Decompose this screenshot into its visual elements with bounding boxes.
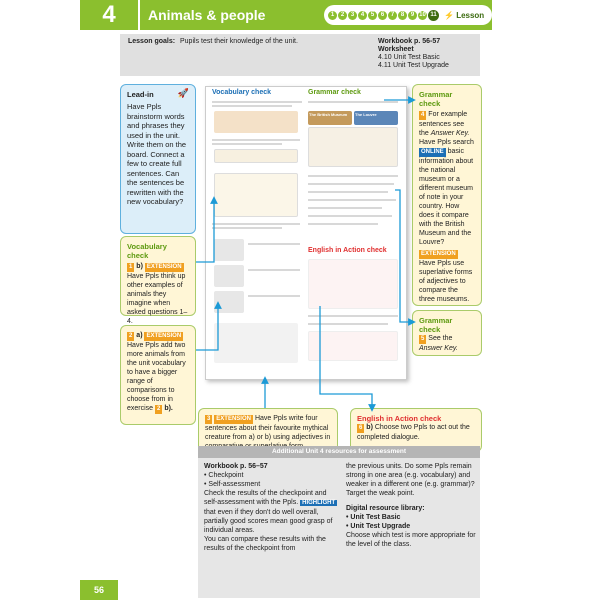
- thumb-text-line: [308, 101, 398, 103]
- eia-check-title: English in Action check: [357, 414, 442, 423]
- online-tag: ONLINE: [421, 149, 444, 155]
- thumb-text-line: [308, 223, 378, 225]
- exercise-number: 2: [129, 333, 133, 339]
- lesson-dot-current: 11: [428, 10, 439, 21]
- unit-header: [0, 0, 600, 30]
- leadin-title: Lead-in: [127, 90, 154, 99]
- digital-library-title: Digital resource library:: [346, 505, 425, 512]
- british-museum-image: The British Museum: [308, 111, 352, 125]
- lesson-goals: [120, 34, 480, 76]
- thumb-text-line: [212, 143, 282, 145]
- griffin-image: [214, 265, 244, 287]
- thumb-text-line: [308, 315, 398, 317]
- dialogue-box: [308, 331, 398, 361]
- assessment-resources: [198, 446, 480, 598]
- goals-worksheet-1: 4.10 Unit Test Basic: [378, 54, 440, 61]
- lesson-dot: 4: [358, 11, 367, 20]
- thumb-text-line: [248, 243, 300, 245]
- lesson-dot: 8: [398, 11, 407, 20]
- resources-paragraph: Check the results of the checkpoint and self-assessment with the Ppls. HIGHLIGHT that even if they don't do well overall, partially good scores mean good grasp of individual areas.: [204, 490, 336, 534]
- resources-header: Additional Unit 4 resources for assessment: [198, 446, 480, 458]
- thumb-text-line: [308, 323, 388, 325]
- exercise-ref-number: 2: [157, 406, 161, 412]
- lesson-dot: 7: [388, 11, 397, 20]
- page-number: 56: [80, 580, 118, 600]
- grammar-check-1-box: [412, 84, 482, 306]
- thumb-vocab-title: Vocabulary check: [212, 89, 272, 96]
- lesson-dot: 1: [328, 11, 337, 20]
- resources-workbook: Workbook p. 56–57: [204, 463, 268, 470]
- resources-paragraph: the previous units. Do some Ppls remain strong in one area (e.g. vocabulary) and weaker in a different one (e.g. grammar)? Target the weak point.: [346, 463, 475, 497]
- goals-worksheet-2: 4.11 Unit Test Upgrade: [378, 62, 449, 69]
- leadin-text: Have Ppls brainstorm words and phrases they used in the unit. Write them on the board. Connect a few to create full sentences. Can the sentences be rewritten with the new vocabulary?: [127, 102, 187, 206]
- thumb-eia-title: English in Action check: [308, 247, 387, 254]
- lesson-dot: 9: [408, 11, 417, 20]
- thumb-text-line: [308, 199, 396, 201]
- sphinx-image: [214, 239, 244, 261]
- lesson-dot: 3: [348, 11, 357, 20]
- leadin-box: [120, 84, 196, 234]
- student-book-page-thumbnail: [205, 86, 407, 380]
- exercise-number: 1: [129, 264, 133, 270]
- thumb-text-line: [308, 215, 392, 217]
- extension-tag: EXTENSION: [146, 333, 182, 339]
- dialogue-box: [308, 259, 398, 309]
- grammar-check-title: Grammar check: [419, 90, 453, 108]
- resources-bullet: • Self-assessment: [204, 481, 261, 488]
- grammar-check-2-text: 5 See the Answer Key.: [419, 335, 458, 352]
- thumb-text-line: [212, 139, 300, 141]
- lesson-dot: 2: [338, 11, 347, 20]
- vocab-check-2-text: Have Ppls add two more animals from the unit vocabulary to have a bigger range of comparisons to choose from in exercise 2 b).: [127, 342, 186, 412]
- thumb-text-line: [212, 227, 282, 229]
- lesson-dot: 5: [368, 11, 377, 20]
- grammar-check-1-text: 4 For example sentences see the Answer Key. Have Ppls search ONLINE basic information about the national museum or a different museum of note in your country. How does it compare with the British Museum and the Louvre?: [419, 111, 474, 246]
- pegasus-image: [214, 323, 298, 363]
- resources-bullet: • Checkpoint: [204, 472, 244, 479]
- unit-title: Animals & people: [148, 7, 266, 23]
- thumb-text-line: [212, 101, 302, 103]
- thumb-text-line: [308, 191, 388, 193]
- goals-workbook: Workbook p. 56-57: [378, 38, 441, 45]
- extension-tag: EXTENSION: [421, 251, 456, 257]
- thumb-text-line: [248, 269, 300, 271]
- museum-facts-table: [308, 127, 398, 167]
- resources-right-column: [346, 462, 476, 549]
- thumb-grammar-title: Grammar check: [308, 89, 361, 96]
- thumb-text-line: [308, 207, 382, 209]
- vocab-check-1-box: [120, 236, 196, 325]
- thumb-text-line: [308, 175, 398, 177]
- grammar-check-title: Grammar check: [419, 316, 453, 334]
- thumb-exercise-box: [214, 149, 298, 163]
- unit-number: 4: [80, 0, 138, 30]
- goals-text: Pupils test their knowledge of the unit.: [180, 38, 298, 45]
- thumb-text-line: [248, 295, 300, 297]
- mermaid-image: [214, 291, 244, 313]
- vocab-check-2-box: [120, 325, 196, 425]
- exercise-part: a): [136, 332, 143, 339]
- digital-resource-item: • Unit Test Upgrade: [346, 523, 411, 530]
- lesson-dot: 10: [419, 12, 426, 18]
- goals-label: Lesson goals:: [128, 38, 176, 45]
- lesson-tracker: [324, 5, 492, 25]
- louvre-image: The Louvre: [354, 111, 398, 125]
- grammar-check-1-extension-text: Have Ppls use superlative forms of adjectives to compare the three museums.: [419, 260, 473, 303]
- extension-tag: EXTENSION: [146, 264, 182, 270]
- rocket-icon: 🚀: [177, 88, 189, 98]
- digital-resource-item: • Unit Test Basic: [346, 514, 401, 521]
- resources-paragraph: Choose which test is more appropriate for the level of the class.: [346, 532, 476, 548]
- vocab-check-1-text: Have Ppls think up other examples of animals they imagine when asked questions 1–4.: [127, 273, 188, 325]
- resources-paragraph: You can compare these results with the results of the checkpoint from: [204, 536, 326, 552]
- goals-worksheet: Worksheet: [378, 46, 414, 53]
- thumb-text-line: [308, 183, 394, 185]
- extension-3-text: 3 EXTENSION Have Ppls write four sentences about their favourite mythical creature from a) or b) using adjectives in: [205, 415, 331, 441]
- goals-materials: [378, 38, 449, 70]
- thumb-text-line: [212, 223, 300, 225]
- exercise-part: b): [136, 263, 143, 270]
- lesson-label: ⚡ Lesson: [444, 10, 485, 20]
- animal-footprints-image: [214, 111, 298, 133]
- thumb-text-line: [212, 105, 292, 107]
- highlight-tag: HIGHLIGHT: [302, 500, 336, 506]
- thumb-table: [214, 173, 298, 217]
- resources-left-column: [204, 462, 340, 553]
- vocab-check-title: Vocabulary check: [127, 242, 167, 260]
- eia-check-text: 6 b) Choose two Ppls to act out the completed dialogue.: [357, 424, 470, 441]
- grammar-check-2-box: [412, 310, 482, 356]
- lesson-dot: 6: [378, 11, 387, 20]
